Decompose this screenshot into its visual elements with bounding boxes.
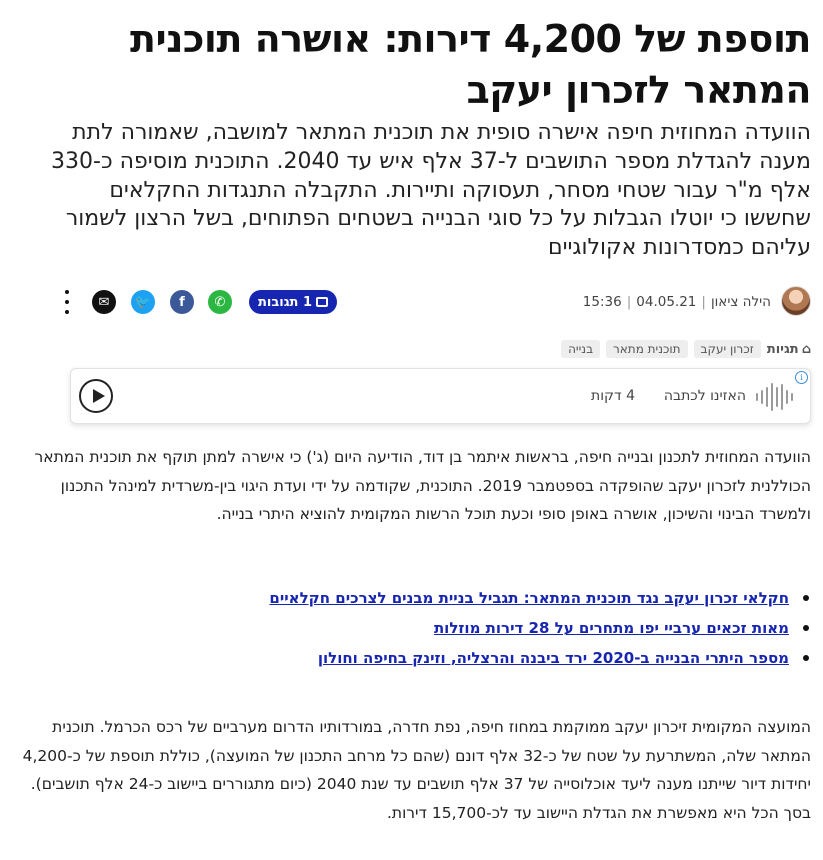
comments-button[interactable] xyxy=(249,290,337,314)
byline-separator: | xyxy=(626,294,632,310)
tag-item[interactable]: זכרון יעקב xyxy=(694,340,761,358)
author-byline xyxy=(583,294,771,310)
publish-time: 15:36 xyxy=(582,294,622,310)
publish-date: 04.05.21 xyxy=(636,294,697,310)
article-paragraph: הוועדה המחוזית לתכנון ובנייה חיפה, בראשות איתמר בן דוד, הודיעה היום (ג') כי אישרה למתן תוקף את תוכנית המתאר הכוללנית לזכרון יעקב שהופקדה בספטמבר 2019. התוכנית, שקודמה על ידי ועדת היגוי בין-משרדית למינהל התכנון ולמשרד הבינוי והשיכון, אושרה באופן סופי וכעת תוכל הרשות המקומית להוציא היתרי בנייה. xyxy=(34,448,811,523)
more-options-icon[interactable] xyxy=(62,290,72,314)
author-avatar[interactable] xyxy=(781,286,811,316)
twitter-share-icon[interactable]: 🐦 xyxy=(131,290,155,314)
tag-item[interactable]: תוכנית מתאר xyxy=(606,340,688,358)
article-subtitle: הוועדה המחוזית חיפה אישרה סופית את תוכנית המתאר למושבה, שאמורה לתת מענה להגדלת מספר התושבים ל-37 אלף איש עד 2040. התוכנית מוסיפה כ-330 אלף מ"ר עבור שטחי מסחר, תעסוקה ותיירות. התקבלה התנגדות החקלאים שחששו כי יוטלו הגבלות על כל סוגי הבנייה בשטחים הפתוחים, בשל הרצון לשמור עליהם כמסדרונות אקולוגיים xyxy=(51,120,811,261)
comment-bubble-icon xyxy=(316,297,328,307)
tags-label xyxy=(767,342,811,357)
tags-row xyxy=(561,338,811,360)
related-link-item xyxy=(10,585,811,615)
comments-count-label: 1 תגובות xyxy=(258,294,312,310)
whatsapp-share-icon[interactable]: ✆ xyxy=(208,290,232,314)
related-link-item xyxy=(10,615,811,645)
article-paragraph: המועצה המקומית זיכרון יעקב ממוקמת במחוז חיפה, נפת חדרה, במורדותיו הדרום מערביים של רכס הכרמל. תוכנית המתאר שלה, המשתרעת על שטח של כ-32 אלף דונם (שהם כל מרחב התכנון של המועצה), כוללת תוספת של כ-4,200 יחידות דיור שייתנו מענה ליעד אוכלוסייה של 37 אלף תושבים עד שנת 2040 (כיום מתגוררים ביישוב כ-24 אלף תושבים). בסך הכל היא מאפשרת את הגדלת היישוב עד לכ-15,700 דירות. xyxy=(22,718,811,822)
email-share-icon[interactable]: ✉ xyxy=(92,290,116,314)
author-name[interactable]: הילה ציאון xyxy=(710,294,771,310)
audio-player xyxy=(70,368,811,424)
play-button[interactable] xyxy=(79,379,113,413)
article-meta-row xyxy=(62,282,811,322)
related-link[interactable]: מאות זכאים ערביי יפו מתחרים על 28 דירות מוזלות xyxy=(433,619,789,637)
tags-label-text: תגיות xyxy=(766,341,799,357)
tag-item[interactable]: בנייה xyxy=(561,340,600,358)
info-icon[interactable]: i xyxy=(795,371,808,384)
audio-label: האזינו לכתבה xyxy=(663,388,746,404)
related-link-item xyxy=(10,645,811,675)
article-title: תוספת של 4,200 דירות: אושרה תוכנית המתאר לזכרון יעקב xyxy=(130,17,811,112)
sound-wave-icon xyxy=(756,381,796,413)
tag-icon: ⌂ xyxy=(801,341,811,357)
related-link[interactable]: חקלאי זכרון יעקב נגד תוכנית המתאר: תגביל בניית מבנים לצרכים חקלאיים xyxy=(269,589,789,607)
byline-separator: | xyxy=(701,294,706,310)
related-links-list xyxy=(10,585,811,675)
audio-duration: 4 דקות xyxy=(591,388,635,404)
related-link[interactable]: מספר היתרי הבנייה ב-2020 ירד ביבנה והרצליה, וזינק בחיפה וחולון xyxy=(317,649,789,667)
facebook-share-icon[interactable]: f xyxy=(170,290,194,314)
